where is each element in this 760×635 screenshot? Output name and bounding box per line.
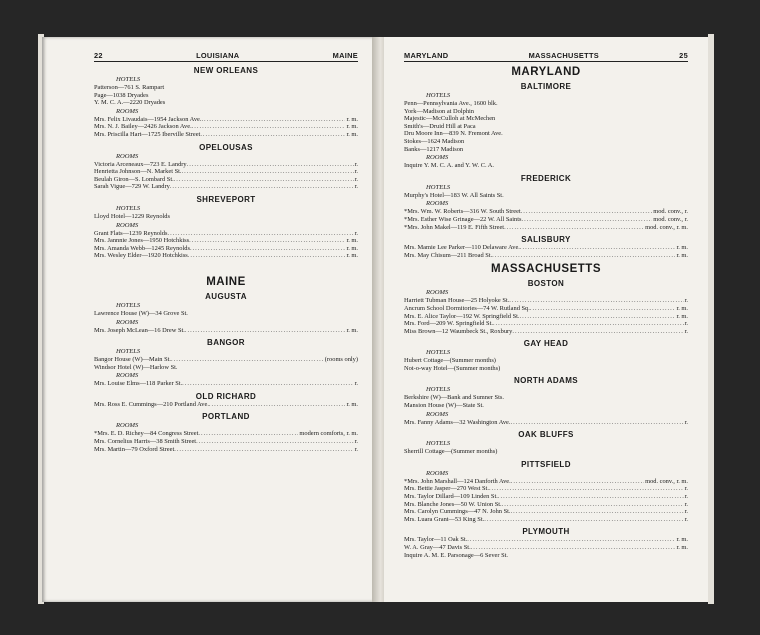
city-heading: FREDERICK xyxy=(520,173,572,183)
listing-entry xyxy=(404,320,688,328)
listing-text: Mrs. E. Alice Taylor—192 W. Springfield St. xyxy=(404,312,520,320)
listing-text: *Mrs. Wm. W. Roberts—316 W. South Street xyxy=(404,208,521,216)
listing-text: Penn—Pennsylvania Ave., 1600 blk. xyxy=(404,100,498,107)
section-label: HOTELS xyxy=(426,440,451,448)
listing-note: r. m. xyxy=(346,123,358,131)
listing-entry xyxy=(94,84,358,92)
listing-note: r. m. xyxy=(676,244,688,252)
listing-text: Mrs. Amanda Webb—1245 Reynolds xyxy=(94,244,190,252)
section-label: HOTELS xyxy=(426,386,451,394)
state-heading: MAINE xyxy=(206,275,246,288)
listing-entry xyxy=(404,100,688,108)
listing-entry xyxy=(94,380,358,388)
city-heading: PLYMOUTH xyxy=(522,527,570,537)
right-cities-1 xyxy=(404,82,688,259)
listing-entry xyxy=(404,108,688,116)
right-page-edge xyxy=(708,34,714,604)
right-page xyxy=(384,37,708,602)
listing-text: Lloyd Hotel—1229 Reynolds xyxy=(94,212,170,220)
dot-leader xyxy=(520,313,676,321)
listing-note: r. m. xyxy=(676,544,688,551)
right-running-head xyxy=(404,51,688,62)
listing-text: Bangor House (W)—Main St. xyxy=(94,356,172,364)
listing-entry xyxy=(404,552,688,560)
listing-entry xyxy=(404,516,688,524)
listing-note: r. m. xyxy=(346,130,358,138)
state-heading: MASSACHUSETTS xyxy=(490,263,601,276)
listing-text: Windsor Hotel (W)—Harlow St. xyxy=(94,363,178,371)
listing-text: Mrs. Cornelius Harris—38 Smith Street xyxy=(94,438,197,446)
listing-text: Mrs. Jannnie Jones—1950 Hotchkiss xyxy=(94,237,190,245)
listing-text: Mrs. Mamie Lee Parker—110 Delaware Ave. xyxy=(404,244,520,252)
section-label: ROOMS xyxy=(116,107,139,115)
city-heading: BALTIMORE xyxy=(520,82,572,91)
listing-entry xyxy=(94,401,358,409)
listing-text: Smith's—Druid Hill at Paca xyxy=(404,122,476,130)
listing-entry xyxy=(94,310,358,318)
dot-leader xyxy=(187,161,354,169)
listing-entry xyxy=(94,213,358,221)
listing-entry xyxy=(404,493,688,501)
listing-entry xyxy=(404,544,688,552)
listing-note: modern comforts, r. m. xyxy=(299,430,358,438)
listing-entry xyxy=(404,402,688,410)
dot-leader xyxy=(509,297,683,305)
dot-leader xyxy=(492,252,675,260)
listing-entry xyxy=(94,364,358,372)
listing-entry xyxy=(94,252,358,260)
listing-text: Banks—1217 Madison xyxy=(404,145,464,153)
listing-note: r. m. xyxy=(676,304,688,312)
listing-text: Mrs. Ford—209 W. Springfield St. xyxy=(404,320,493,328)
dot-leader xyxy=(182,380,353,388)
left-running-head xyxy=(94,51,358,62)
dot-leader xyxy=(174,446,353,454)
dot-leader xyxy=(498,493,684,501)
dot-leader xyxy=(189,237,345,245)
listing-entry xyxy=(94,123,358,131)
listing-text: Mrs. Luara Grant—53 King St. xyxy=(404,515,485,523)
listing-note: r. m. xyxy=(346,244,358,252)
section-label: HOTELS xyxy=(116,301,141,309)
city-heading: PITTSFIELD xyxy=(521,459,571,469)
dot-leader xyxy=(504,224,644,232)
listing-text: Mrs. Louise Elms—118 Parker St. xyxy=(94,380,183,388)
listing-entry xyxy=(404,208,688,216)
dot-leader xyxy=(530,305,676,313)
listing-text: Beulah Giron—S. Lombard St. xyxy=(94,175,174,183)
section-label: ROOMS xyxy=(116,152,139,160)
dot-leader xyxy=(471,544,676,552)
listing-note: mod. conv., r. xyxy=(653,215,688,223)
listing-note: r. m. xyxy=(676,536,688,544)
listing-text: Inquire Y. M. C. A. and Y. W. C. A. xyxy=(404,162,495,170)
listing-entry xyxy=(94,430,358,438)
listing-entry xyxy=(404,224,688,232)
listing-text: Mrs. N. J. Bailey—2426 Jackson Ave. xyxy=(94,123,192,131)
listing-text: Mrs. Taylor—11 Oak St. xyxy=(404,536,468,544)
listing-text: Mrs. Priscilla Hart—1725 Iberville Street xyxy=(94,130,201,138)
listing-note: r. m. xyxy=(346,400,358,408)
listing-entry xyxy=(94,176,358,184)
listing-entry xyxy=(94,99,358,107)
listing-note: r. m. xyxy=(346,252,358,260)
listing-text: Majestic—McCulloh at McMechen xyxy=(404,115,496,123)
dot-leader xyxy=(196,438,354,446)
listing-entry xyxy=(404,138,688,146)
city-heading: AUGUSTA xyxy=(205,291,247,301)
listing-text: *Mrs. Esther Wise Grinage—22 W. All Saints xyxy=(404,215,522,223)
listing-entry xyxy=(94,92,358,100)
section-label: ROOMS xyxy=(426,289,449,297)
listing-entry xyxy=(94,131,358,139)
section-label: HOTELS xyxy=(116,348,141,356)
listing-text: Mrs. Felix Livaudais—1954 Jackson Ave. xyxy=(94,115,202,123)
listing-entry xyxy=(404,501,688,509)
right-page-number: 25 xyxy=(679,51,688,60)
right-cities-2 xyxy=(404,279,688,559)
listing-text: Miss Brown—12 Waumbeck St., Roxbury xyxy=(404,327,513,335)
listing-text: Patterson—761 S. Rampart xyxy=(94,84,165,91)
dot-leader xyxy=(168,230,354,238)
listing-note: r. m. xyxy=(346,115,358,123)
dot-leader xyxy=(185,327,346,335)
dot-leader xyxy=(521,208,653,216)
dot-leader xyxy=(170,183,354,191)
dot-leader xyxy=(520,244,676,252)
listing-note: r. xyxy=(684,418,688,426)
listing-entry xyxy=(94,183,358,191)
listing-text: *Mrs. E. D. Richey—84 Congress Street xyxy=(94,430,199,438)
listing-text: Mrs. Joseph McLean—16 Drew St. xyxy=(94,326,185,334)
listing-note: r. xyxy=(354,229,358,237)
listing-text: Mrs. Fanny Adams—32 Washington Ave. xyxy=(404,418,511,426)
listing-note: mod. conv., r. xyxy=(653,208,688,216)
listing-entry xyxy=(94,245,358,253)
listing-entry xyxy=(404,252,688,260)
dot-leader xyxy=(198,430,298,438)
section-label: ROOMS xyxy=(116,221,139,229)
listing-text: Y. M. C. A.—2220 Dryades xyxy=(94,99,166,107)
listing-entry xyxy=(404,313,688,321)
listing-entry xyxy=(404,146,688,154)
listing-entry xyxy=(404,192,688,200)
right-header-left: MARYLAND xyxy=(404,51,449,60)
left-page xyxy=(42,37,374,602)
listing-text: Dru Moore Inn—839 N. Fremont Ave. xyxy=(404,130,503,138)
left-header-right: MAINE xyxy=(332,51,358,60)
listing-note: r. m. xyxy=(676,251,688,259)
listing-note: r. xyxy=(354,175,358,183)
listing-text: Mrs. May Chisum—211 Broad St. xyxy=(404,251,493,259)
listing-entry xyxy=(404,365,688,373)
listing-note: r. xyxy=(354,445,358,453)
dot-leader xyxy=(511,508,684,516)
listing-note: r. m. xyxy=(346,237,358,245)
listing-note: r. xyxy=(354,160,358,168)
listing-text: York—Madison at Dolphin xyxy=(404,107,475,115)
listing-note: r. xyxy=(354,438,358,446)
listing-entry xyxy=(404,508,688,516)
listing-text: Not-o-way Hotel—(Summer months) xyxy=(404,364,501,372)
listing-note: r. xyxy=(684,485,688,493)
listing-entry xyxy=(94,438,358,446)
listing-note: mod. conv., r. m. xyxy=(645,223,688,231)
dot-leader xyxy=(171,356,324,364)
listing-note: r. xyxy=(684,327,688,335)
listing-text: Hubert Cottage—(Summer months) xyxy=(404,357,496,365)
listing-entry xyxy=(94,161,358,169)
left-page-number: 22 xyxy=(94,51,103,60)
listing-entry xyxy=(404,162,688,170)
listing-text: *Mrs. John Makel—119 E. Fifth Street xyxy=(404,223,505,231)
listing-note: r. m. xyxy=(676,312,688,320)
city-heading: OLD RICHARD xyxy=(195,391,257,401)
listing-entry xyxy=(94,230,358,238)
listing-text: Harriett Tubman House—25 Holyoke St. xyxy=(404,297,510,305)
dot-leader xyxy=(511,478,644,486)
section-label: ROOMS xyxy=(116,318,139,326)
dot-leader xyxy=(510,419,683,427)
left-cities-2 xyxy=(94,292,358,453)
listing-entry xyxy=(404,130,688,138)
listing-text: Lawrence House (W)—34 Grove St. xyxy=(94,309,188,317)
listing-entry xyxy=(94,237,358,245)
section-label: HOTELS xyxy=(426,183,451,191)
listing-text: Ancrum School Dormitories—74 W. Rutland Sq. xyxy=(404,304,530,312)
listing-entry xyxy=(404,305,688,313)
listing-note: r. xyxy=(684,515,688,523)
section-label: HOTELS xyxy=(426,92,451,99)
city-heading: GAY HEAD xyxy=(523,339,569,349)
listing-note: r. xyxy=(684,320,688,328)
listing-text: W. A. Gray—47 Davis St. xyxy=(404,544,471,551)
listing-entry xyxy=(94,327,358,335)
section-label: ROOMS xyxy=(426,410,449,418)
listing-entry xyxy=(404,244,688,252)
right-header-center: MASSACHUSETTS xyxy=(528,51,599,60)
dot-leader xyxy=(484,516,683,524)
listing-note: r. xyxy=(684,297,688,305)
listing-entry xyxy=(404,536,688,544)
listing-entry xyxy=(404,357,688,365)
section-label: ROOMS xyxy=(426,469,449,477)
dot-leader xyxy=(489,485,684,493)
listing-text: Mrs. Ross E. Cummings—210 Portland Ave. xyxy=(94,400,209,408)
listing-note: r. xyxy=(684,493,688,501)
listing-text: Sarah Vigue—729 W. Landry xyxy=(94,183,170,191)
dot-leader xyxy=(502,501,684,509)
listing-entry xyxy=(94,168,358,176)
listing-entry xyxy=(94,356,358,364)
listing-note: r. xyxy=(354,183,358,191)
dot-leader xyxy=(182,168,354,176)
listing-text: Victoria Arceneaux—723 E. Landry xyxy=(94,160,187,168)
listing-entry xyxy=(404,216,688,224)
section-label: ROOMS xyxy=(116,422,139,430)
city-heading: OAK BLUFFS xyxy=(518,430,574,440)
section-label: HOTELS xyxy=(426,349,451,357)
dot-leader xyxy=(190,245,346,253)
listing-text: Sherrill Cottage—(Summer months) xyxy=(404,448,498,456)
left-header-center: LOUISIANA xyxy=(196,51,240,60)
listing-text: Mrs. Bettie Jasper—270 West St. xyxy=(404,485,489,493)
listing-note: r. xyxy=(684,508,688,516)
dot-leader xyxy=(188,252,346,260)
listing-note: r. xyxy=(684,500,688,508)
listing-note: r. m. xyxy=(346,326,358,334)
section-label: ROOMS xyxy=(116,372,139,380)
dot-leader xyxy=(174,176,354,184)
listing-entry xyxy=(404,394,688,402)
listing-entry xyxy=(404,297,688,305)
listing-text: Murphy's Hotel—183 W. All Saints St. xyxy=(404,191,504,199)
city-heading: PORTLAND xyxy=(202,412,250,422)
listing-note: r. xyxy=(354,380,358,388)
listing-text: Mansion House (W)—State St. xyxy=(404,402,484,410)
listing-text: Mrs. Martin—79 Oxford Street xyxy=(94,445,175,453)
listing-note: mod. conv., r. m. xyxy=(645,477,688,485)
dot-leader xyxy=(201,116,345,124)
listing-text: Mrs. Blanche Jones—50 W. Union St. xyxy=(404,500,502,508)
listing-entry xyxy=(94,116,358,124)
listing-entry xyxy=(404,115,688,123)
dot-leader xyxy=(467,536,675,544)
city-heading: NEW ORLEANS xyxy=(193,66,259,75)
section-label: ROOMS xyxy=(426,200,449,208)
listing-entry xyxy=(404,485,688,493)
listing-text: Mrs. Wesley Elder—1920 Hotchkiss xyxy=(94,252,188,260)
listing-text: Grant Flats—1239 Reynolds xyxy=(94,229,168,237)
section-label: HOTELS xyxy=(116,76,141,83)
dot-leader xyxy=(209,401,346,409)
listing-entry xyxy=(94,446,358,454)
listing-text: Berkshire (W)—Bank and Sumner Sts. xyxy=(404,394,504,402)
state-heading: MARYLAND xyxy=(511,66,581,78)
city-heading: NORTH ADAMS xyxy=(513,376,579,386)
city-heading: BANGOR xyxy=(207,338,245,348)
listing-note: (rooms only) xyxy=(324,356,358,364)
listing-text: Mrs. Carolyn Cummings—47 N. John St. xyxy=(404,508,511,516)
dot-leader xyxy=(522,216,653,224)
listing-note: r. xyxy=(354,168,358,176)
listing-text: Henrietta Johnson—N. Market St. xyxy=(94,168,182,176)
listing-text: Inquire A. M. E. Parsonage—6 Sever St. xyxy=(404,551,509,559)
section-label: HOTELS xyxy=(116,204,141,212)
listing-text: Mrs. Taylor Dillard—109 Linden St. xyxy=(404,493,498,501)
city-heading: SHREVEPORT xyxy=(196,194,256,204)
dot-leader xyxy=(512,328,683,336)
listing-entry xyxy=(404,419,688,427)
listing-entry xyxy=(404,478,688,486)
dot-leader xyxy=(192,123,346,131)
section-label: ROOMS xyxy=(426,154,449,162)
listing-entry xyxy=(404,448,688,456)
dot-leader xyxy=(493,320,684,328)
city-heading: SALISBURY xyxy=(521,235,571,245)
listing-text: Page—1038 Dryades xyxy=(94,91,149,99)
city-heading: BOSTON xyxy=(527,279,565,289)
listing-text: Stokes—1624 Madison xyxy=(404,137,465,145)
left-cities-1 xyxy=(94,66,358,260)
listing-entry xyxy=(404,328,688,336)
city-heading: OPELOUSAS xyxy=(199,142,253,152)
listing-entry xyxy=(404,123,688,131)
listing-text: *Mrs. John Marshall—124 Danforth Ave. xyxy=(404,477,511,485)
dot-leader xyxy=(200,131,345,139)
